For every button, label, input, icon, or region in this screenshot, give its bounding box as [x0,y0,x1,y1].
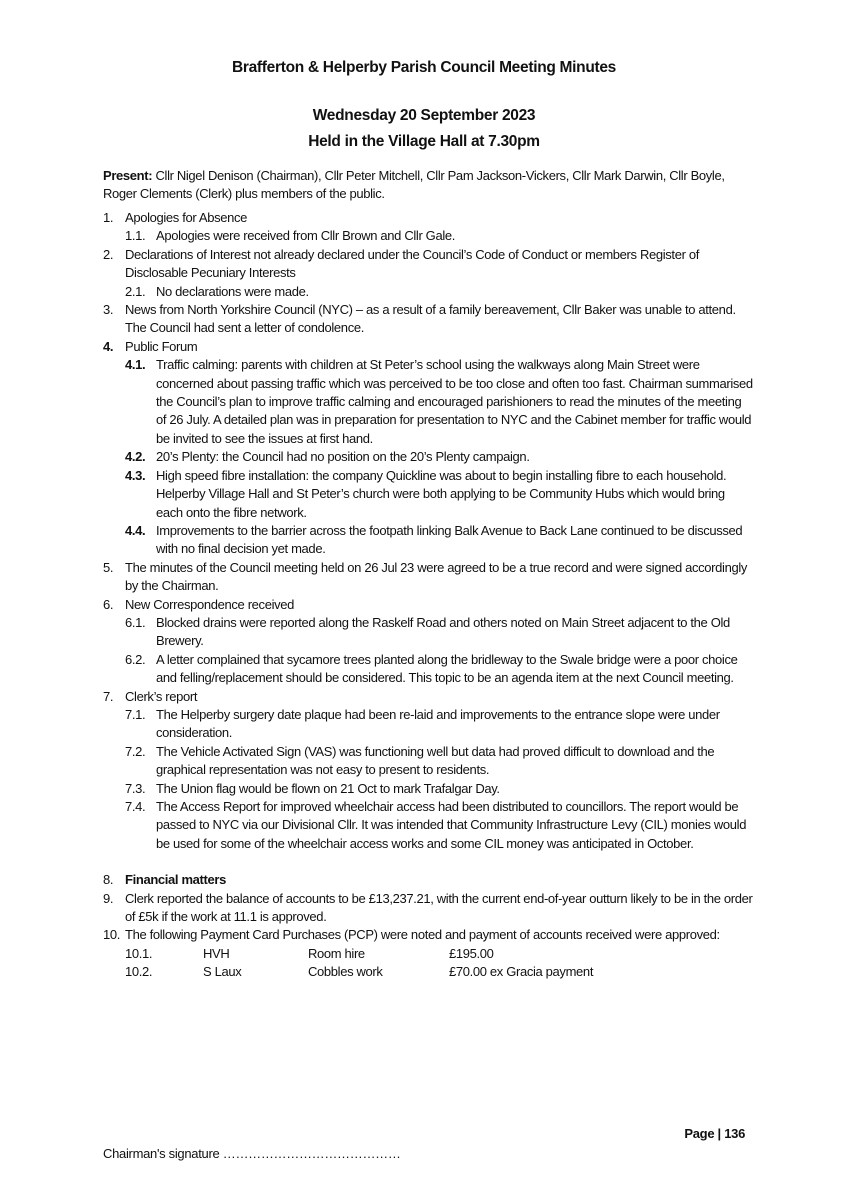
item-1-1: 1.1. Apologies were received from Cllr Brown and Cllr Gale. [125,228,456,244]
payment-row [103,945,753,963]
item-4-2: 4.2. 20’s Plenty: the Council had no position on the 20’s Plenty campaign. [125,449,530,465]
page-number: Page | 136 [684,1126,745,1141]
meeting-date: Wednesday 20 September 2023 [312,107,536,124]
document-title: Brafferton & Helperby Parish Council Meeting Minutes [231,59,616,76]
payment-amount: £70.00 ex Gracia payment [449,964,594,980]
payment-number: 10.1. [125,945,153,961]
item-7-3: 7.3. The Union flag would be flown on 21 Oct to mark Trafalgar Day. [125,780,500,796]
payment-number: 10.2. [125,964,153,980]
present-label: Present: [103,168,153,183]
payment-row [103,963,753,981]
payment-payee: S Laux [203,964,242,980]
item-7-4: 7.4. The Access Report for improved wheelchair access had been distributed to councillors. The report would be passed to NYC via our Divisional Cllr. It was intended that Community Infrastructure Levy (CIL) monies would be used for some of the wheelchair access works and some CIL money was anticipated in October. [125,799,747,851]
item-3: 3. News from North Yorkshire Council (NYC) – as a result of a family bereavement, Cllr Baker was unable to attend. The Council had sent a letter of condolence. [103,302,736,336]
item-6-1: 6.1. Blocked drains were reported along the Raskelf Road and others noted on Main Street adjacent to the Old Brewery. [125,614,730,649]
present-list: Cllr Nigel Denison (Chairman), Cllr Peter Mitchell, Cllr Pam Jackson-Vickers, Cllr Mark Darwin, Cllr Boyle, Roger Clements (Clerk) plus members of the public. [103,168,725,201]
item-4-1: 4.1. Traffic calming: parents with children at St Peter’s school using the walkways along Main Street were concerned about passing traffic which was perceived to be too close and often too fast. Chairman summarised the Council’s plan to improve traffic calming and encouraged parishioners to read the minutes of the meeting of 26 July. A detailed plan was in preparation for presentation to NYC and the Cabinet member for traffic would be invited to see the issues at first hand. [125,357,753,446]
item-7-1: 7.1. The Helperby surgery date plaque had been re-laid and improvements to the entrance slope were under consideration. [125,706,720,741]
item-4-4: 4.4. Improvements to the barrier across the footpath linking Balk Avenue to Back Lane continued to be discussed with no final decision yet made. [125,522,743,557]
item-5: 5. The minutes of the Council meeting held on 26 Jul 23 were agreed to be a true record and were signed accordingly by the Chairman. [103,559,748,594]
item-1: 1. Apologies for Absence [103,210,248,225]
chairman-signature-line: Chairman's signature …………………………………… [103,1146,401,1161]
payment-payee: HVH [203,945,230,961]
payment-amount: £195.00 [449,945,494,961]
meeting-venue: Held in the Village Hall at 7.30pm [308,133,540,150]
item-6-2: 6.2. A letter complained that sycamore trees planted along the bridleway to the Swale bridge were a poor choice and felling/replacement should be considered. This topic to be an agenda item at the next Council meeting. [125,651,738,686]
item-9: 9. Clerk reported the balance of accounts to be £13,237.21, with the current end-of-year outturn likely to be in the order of £5k if the work at 11.1 is approved. [103,890,753,925]
item-4: 4. Public Forum [103,338,198,354]
payment-description: Room hire [308,945,365,961]
item-10: 10. The following Payment Card Purchases (PCP) were noted and payment of accounts received were approved: [103,927,720,943]
item-6: 6. New Correspondence received [103,596,295,612]
item-7: 7. Clerk’s report [103,688,198,704]
spacer [103,853,753,871]
minutes-list [103,209,753,982]
item-2-1: 2.1. No declarations were made. [125,283,309,299]
item-7-2: 7.2. The Vehicle Activated Sign (VAS) was functioning well but data had proved difficult to download and the graphical representation was not easy to present to residents. [125,743,715,778]
item-4-3: 4.3. High speed fibre installation: the company Quickline was about to begin installing fibre to each household. Helperby Village Hall and St Peter’s church were both applying to be Community Hubs which would bring each onto the fibre network. [125,467,727,520]
attendance [103,167,753,203]
payment-description: Cobbles work [308,964,383,980]
item-8: 8. Financial matters [103,872,226,888]
item-2: 2. Declarations of Interest not already declared under the Council’s Code of Conduct or members Register of Disclosable Pecuniary Interests [103,246,699,281]
